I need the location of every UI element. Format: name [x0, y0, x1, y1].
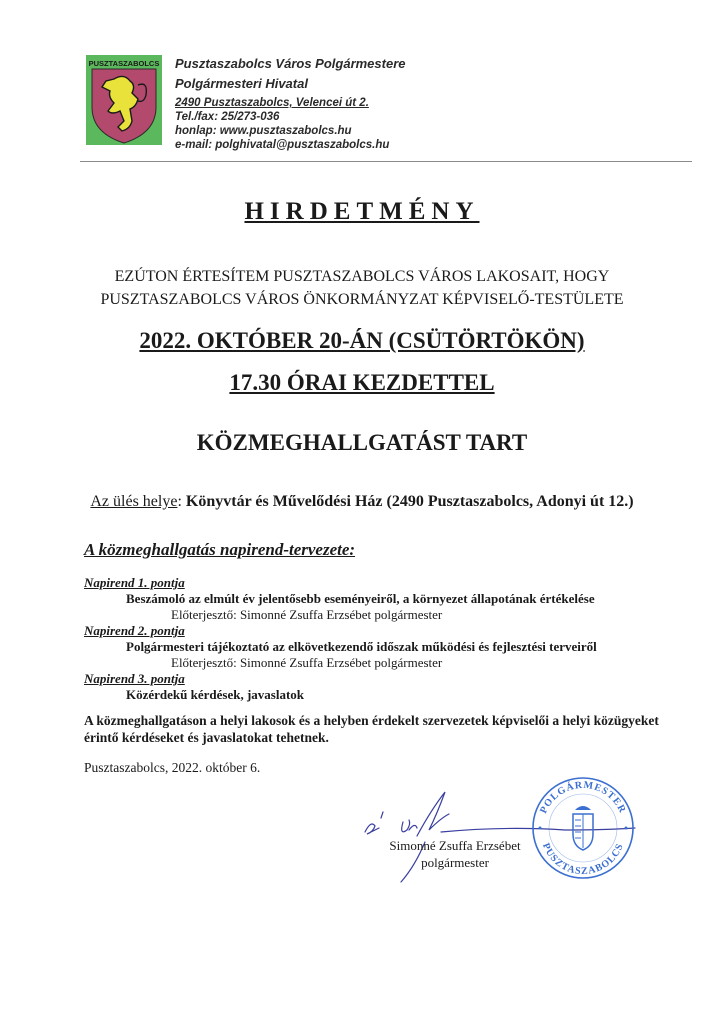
- meeting-type: KÖZMEGHALLGATÁST TART: [196, 430, 528, 455]
- venue-separator: :: [177, 493, 186, 510]
- venue-value: Könyvtár és Művelődési Ház (2490 Pusztaszabolcs, Adonyi út 12.): [185, 493, 634, 510]
- agenda-item-3-label: Napirend 3. pontja: [84, 671, 185, 686]
- coat-of-arms-logo: [86, 55, 162, 145]
- meeting-date: 2022. OKTÓBER 20-ÁN (CSÜTÖRTÖKÖN): [139, 328, 585, 353]
- agenda-item-2-presenter: Előterjesztő: Simonné Zsuffa Erzsébet polgármester: [171, 655, 443, 670]
- meeting-time: 17.30 ÓRAI KEZDETTEL: [229, 370, 495, 395]
- agenda-item-1-title: Beszámoló az elmúlt év jelentősebb eseményeiről, a környezet állapotának értékelése: [126, 591, 595, 606]
- venue-label: Az ülés helye: [90, 493, 178, 510]
- document-title: HIRDETMÉNY: [244, 198, 480, 225]
- signer-title: polgármester: [421, 855, 489, 870]
- intro-line-2: PUSZTASZABOLCS VÁROS ÖNKORMÁNYZAT KÉPVISELŐ-TESTÜLETE: [100, 291, 624, 308]
- agenda-item-2-label: Napirend 2. pontja: [84, 623, 185, 638]
- signer-name: Simonné Zsuffa Erzsébet: [389, 838, 521, 853]
- letterhead-office: Pusztaszabolcs Város Polgármestere: [175, 56, 406, 71]
- signature-and-stamp: [345, 770, 665, 890]
- letterhead-website: honlap: www.pusztaszabolcs.hu: [175, 125, 352, 137]
- agenda-item-3-title: Közérdekű kérdések, javaslatok: [126, 687, 305, 702]
- letterhead-address: 2490 Pusztaszabolcs, Velencei út 2.: [175, 97, 369, 109]
- letterhead-phone: Tel./fax: 25/273-036: [175, 111, 280, 123]
- agenda-heading: A közmeghallgatás napirend-tervezete:: [84, 540, 356, 559]
- logo-text: PUSZTASZABOLCS: [88, 59, 160, 68]
- venue-line: [0, 493, 724, 511]
- intro-line-1: EZÚTON ÉRTESÍTEM PUSZTASZABOLCS VÁROS LAKOSAIT, HOGY: [114, 268, 610, 285]
- agenda-item-2-title: Polgármesteri tájékoztató az elkövetkezendő időszak működési és fejlesztési terveiről: [126, 639, 597, 654]
- closing-paragraph: A közmeghallgatáson a helyi lakosok és a helyben érdekelt szervezetek képviselői a helyi közügyeket érintő kérdéseket és javaslatokat tehetnek.: [84, 713, 659, 745]
- header-divider: [80, 161, 692, 162]
- stamp-top-text: POLGÁRMESTER: [538, 779, 628, 816]
- letterhead-department: Polgármesteri Hivatal: [175, 76, 308, 91]
- place-and-date: Pusztaszabolcs, 2022. október 6.: [84, 760, 261, 775]
- letterhead-email: e-mail: polghivatal@pusztaszabolcs.hu: [175, 139, 390, 151]
- stamp-bottom-text: PUSZTASZABOLCS: [540, 841, 626, 878]
- official-stamp: [533, 778, 633, 878]
- hungarian-coat-of-arms-icon: [573, 806, 593, 850]
- agenda-item-1-label: Napirend 1. pontja: [84, 575, 185, 590]
- agenda-item-1-presenter: Előterjesztő: Simonné Zsuffa Erzsébet polgármester: [171, 607, 443, 622]
